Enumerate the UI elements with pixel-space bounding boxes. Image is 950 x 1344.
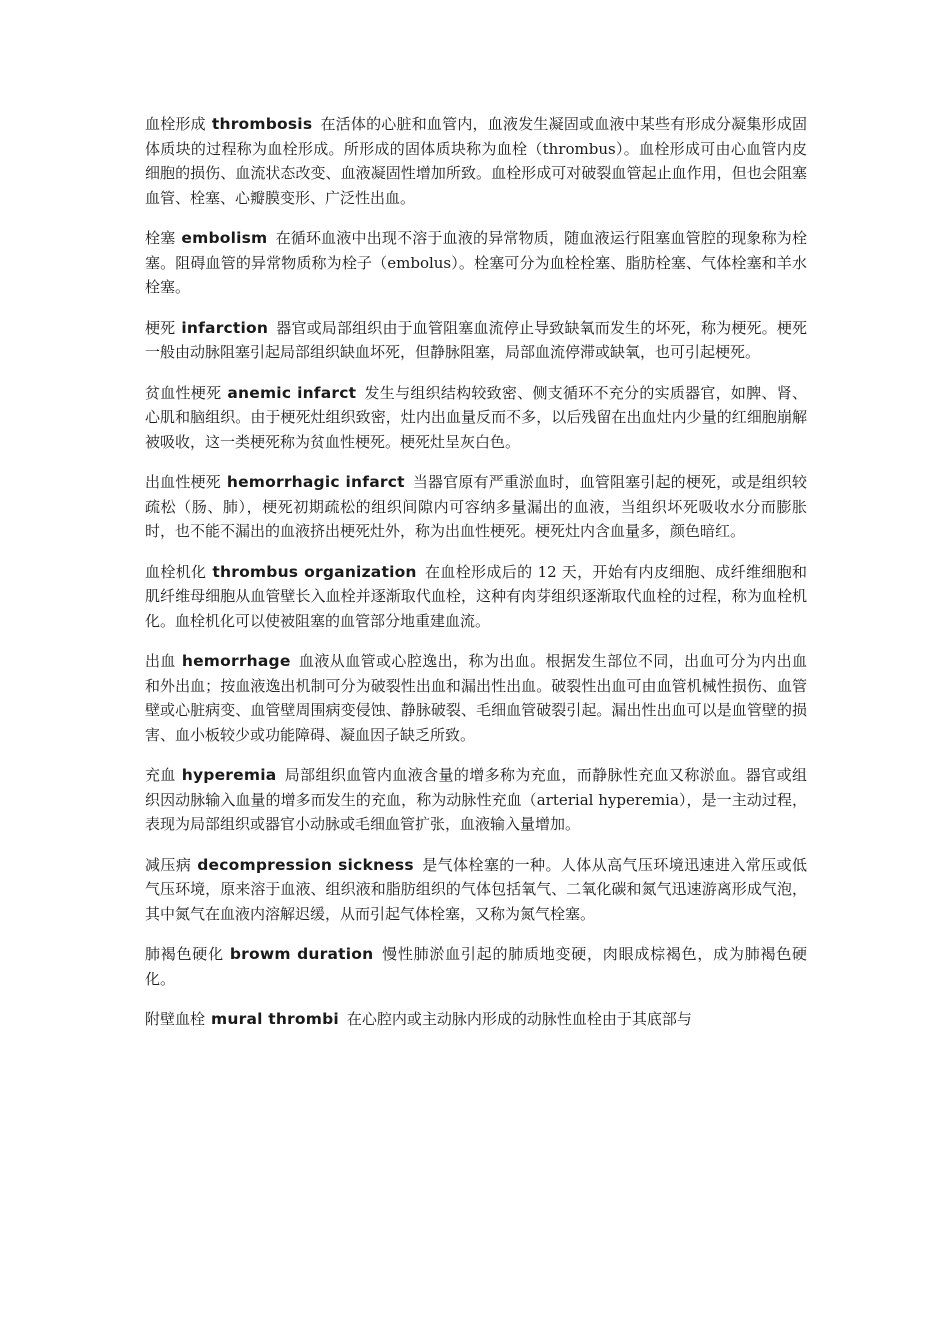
glossary-entry-thrombosis: [145, 112, 807, 210]
glossary-entry-infarction: [145, 316, 807, 365]
glossary-entry-hyperemia: [145, 763, 807, 837]
term-chinese: 栓塞: [145, 229, 176, 247]
term-chinese: 梗死: [145, 318, 176, 337]
glossary-entry-thrombus-organization: [145, 560, 807, 634]
term-chinese: 血栓形成: [145, 115, 206, 133]
term-english: hyperemia: [181, 766, 277, 784]
term-chinese: 出血: [145, 652, 176, 670]
term-definition: 是气体栓塞的一种。人体从高气压环境迅速进入常压或低气压环境，原来溶于血液、组织液和脂肪组织的气体包括氧气、二氧化碳和氮气迅速游离形成气泡，其中氮气在血液内溶解迟缓，从而引起气体栓塞，又称为氮气栓塞。: [145, 855, 807, 923]
term-definition: 器官或局部组织由于血管阻塞血流停止导致缺氧而发生的坏死，称为梗死。梗死一般由动脉阻塞引起局部组织缺血坏死，但静脉阻塞，局部血流停滞或缺氧，也可引起梗死。: [145, 318, 807, 361]
term-english: anemic infarct: [227, 383, 357, 402]
term-english: decompression sickness: [197, 855, 414, 874]
term-chinese: 充血: [145, 766, 176, 784]
glossary-entry-decompression-sickness: [145, 853, 807, 927]
term-chinese: 肺褐色硬化: [145, 945, 224, 963]
term-english: embolism: [181, 229, 268, 247]
glossary-entry-hemorrhage: [145, 649, 807, 747]
document-body: [145, 112, 807, 1048]
term-definition: 在心腔内或主动脉内形成的动脉性血栓由于其底部与: [346, 1010, 692, 1028]
term-definition: 血液从血管或心腔逸出，称为出血。根据发生部位不同，出血可分为内出血和外出血；按血液逸出机制可分为破裂性出血和漏出性出血。破裂性出血可由血管机械性损伤、血管壁或心脏病变、血管壁周围病变侵蚀、静脉破裂、毛细血管破裂引起。漏出性出血可以是血管壁的损害、血小板较少或功能障碍、凝血因子缺乏所致。: [145, 652, 807, 744]
term-chinese: 血栓机化: [145, 562, 207, 581]
term-english: thrombus organization: [212, 562, 417, 581]
term-definition: 慢性肺淤血引起的肺质地变硬，肉眼成棕褐色，成为肺褐色硬化。: [145, 945, 807, 988]
glossary-entry-anemic-infarct: [145, 381, 807, 455]
term-english: infarction: [181, 318, 269, 337]
term-definition: 在循环血液中出现不溶于血液的异常物质，随血液运行阻塞血管腔的现象称为栓塞。阻碍血管的异常物质称为栓子（embolus）。栓塞可分为血栓栓塞、脂肪栓塞、气体栓塞和羊水栓塞。: [145, 229, 807, 296]
term-chinese: 贫血性梗死: [145, 383, 222, 402]
term-chinese: 出血性梗死: [145, 473, 221, 491]
glossary-entry-embolism: [145, 226, 807, 300]
term-chinese: 减压病: [145, 855, 192, 874]
glossary-entry-hemorrhagic-infarct: [145, 470, 807, 544]
term-definition: 在血栓形成后的 12 天，开始有内皮细胞、成纤维细胞和肌纤维母细胞从血管壁长入血栓并逐渐取代血栓，这种有肉芽组织逐渐取代血栓的过程，称为血栓机化。血栓机化可以使被阻塞的血管部分地重建血流。: [145, 562, 807, 630]
glossary-entry-brown-duration: [145, 942, 807, 991]
glossary-entry-mural-thrombi: [145, 1007, 807, 1032]
term-english: browm duration: [229, 945, 374, 963]
term-definition: 发生与组织结构较致密、侧支循环不充分的实质器官，如脾、肾、心肌和脑组织。由于梗死灶组织致密，灶内出血量反而不多，以后残留在出血灶内少量的红细胞崩解被吸收，这一类梗死称为贫血性梗死。梗死灶呈灰白色。: [145, 383, 807, 451]
term-definition: 当器官原有严重淤血时，血管阻塞引起的梗死，或是组织较疏松（肠、肺），梗死初期疏松的组织间隙内可容纳多量漏出的血液，当组织坏死吸收水分而膨胀时，也不能不漏出的血液挤出梗死灶外，称为出血性梗死。梗死灶内含血量多，颜色暗红。: [145, 473, 807, 540]
term-english: thrombosis: [211, 115, 313, 133]
term-english: hemorrhage: [181, 652, 291, 670]
term-chinese: 附壁血栓: [145, 1010, 206, 1028]
term-definition: 在活体的心脏和血管内，血液发生凝固或血液中某些有形成分凝集形成固体质块的过程称为血栓形成。所形成的固体质块称为血栓（thrombus）。血栓形成可由心血管内皮细胞的损伤、血流状态改变、血液凝固性增加所致。血栓形成可对破裂血管起止血作用，但也会阻塞血管、栓塞、心瓣膜变形、广泛性出血。: [145, 115, 807, 207]
term-definition: 局部组织血管内血液含量的增多称为充血，而静脉性充血又称淤血。器官或组织因动脉输入血量的增多而发生的充血，称为动脉性充血（arterial hyperemia），是一主动过程，表现为局部组织或器官小动脉或毛细血管扩张，血液输入量增加。: [145, 766, 807, 833]
term-english: hemorrhagic infarct: [226, 473, 405, 491]
term-english: mural thrombi: [211, 1010, 339, 1028]
